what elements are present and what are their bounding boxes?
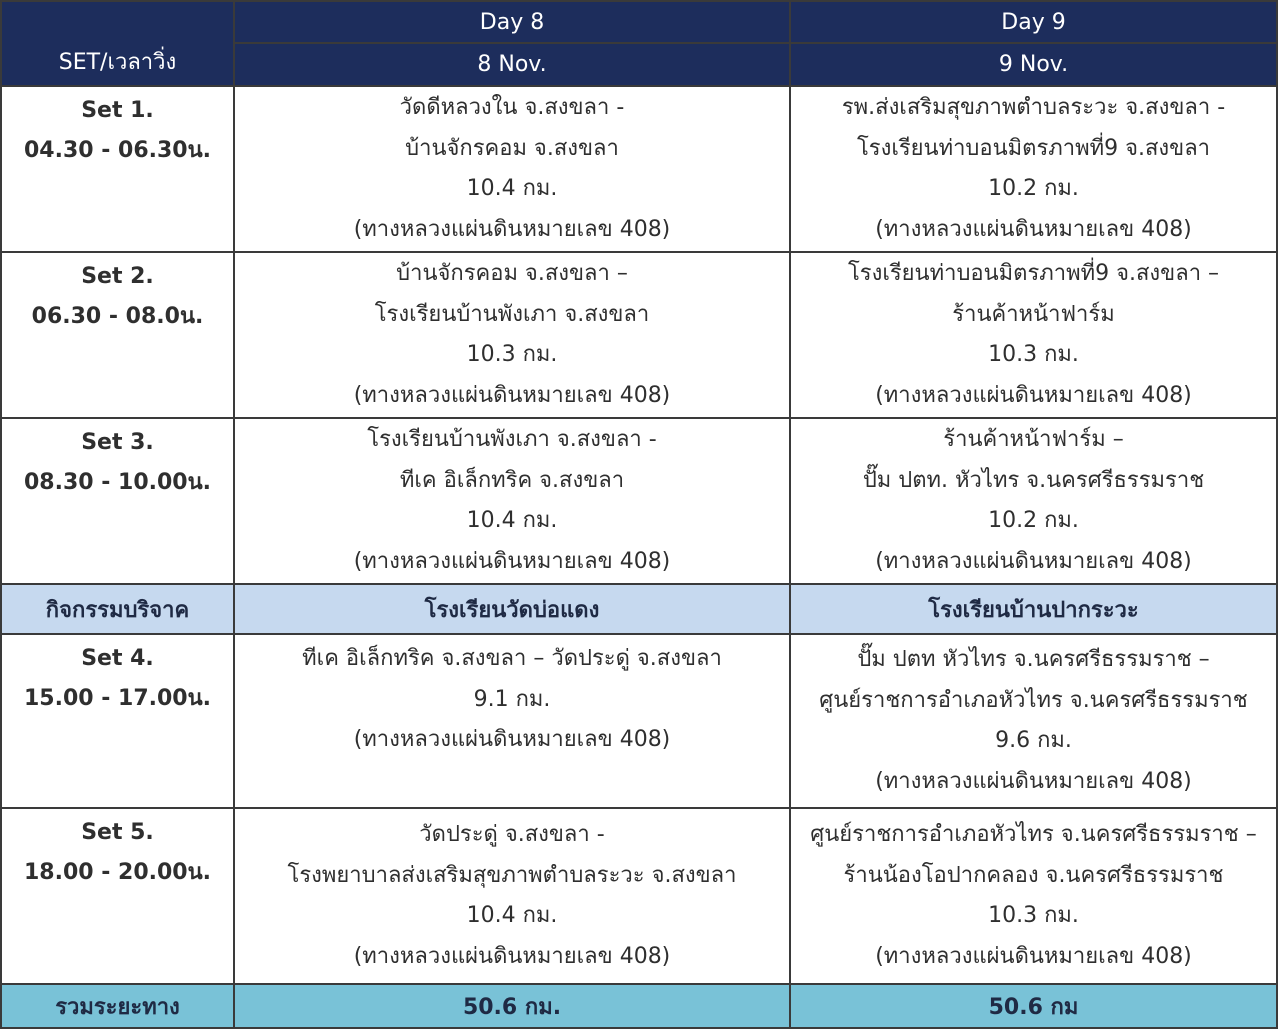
total-row xyxy=(1,984,1277,1028)
activity-row xyxy=(1,584,1277,634)
day9-route xyxy=(790,634,1277,808)
total-day8 xyxy=(234,984,790,1028)
total-label-text: รวมระยะทาง xyxy=(55,994,180,1020)
day8-route xyxy=(234,418,790,584)
set-cell xyxy=(1,808,234,984)
set-name: Set 1. xyxy=(81,98,154,123)
total-day9 xyxy=(790,984,1277,1028)
route-line: ร้านน้องโอปากคลอง จ.นครศรีธรรมราช xyxy=(843,862,1224,888)
set-name: Set 4. xyxy=(81,646,154,671)
route-distance: 10.4 กม. xyxy=(466,176,558,201)
set-name: Set 5. xyxy=(81,820,154,845)
set-time-header-label: SET/เวลาวิ่ง xyxy=(58,50,177,75)
set-time: 08.30 - 10.00น. xyxy=(23,470,212,495)
day9-route xyxy=(790,418,1277,584)
route-line: ศูนย์ราชการอำเภอหัวไทร จ.นครศรีธรรมราช xyxy=(819,687,1248,713)
route-highway: (ทางหลวงแผ่นดินหมายเลข 408) xyxy=(875,216,1192,242)
day9-route xyxy=(790,86,1277,252)
set-name: Set 2. xyxy=(81,264,154,289)
route-line: โรงเรียนบ้านพังเภา จ.สงขลา - xyxy=(367,427,657,452)
activity-day8 xyxy=(234,584,790,634)
route-line: โรงเรียนท่าบอนมิตรภาพที่9 จ.สงขลา xyxy=(856,135,1211,161)
route-line: ศูนย์ราชการอำเภอหัวไทร จ.นครศรีธรรมราช – xyxy=(810,822,1257,847)
route-highway: (ทางหลวงแผ่นดินหมายเลข 408) xyxy=(353,548,671,574)
day9-route xyxy=(790,808,1277,984)
route-highway: (ทางหลวงแผ่นดินหมายเลข 408) xyxy=(353,727,671,752)
day9-route xyxy=(790,252,1277,418)
day9-date xyxy=(790,43,1277,86)
activity-label xyxy=(1,584,234,634)
set-time: 04.30 - 06.30น. xyxy=(23,138,212,163)
set-time: 15.00 - 17.00น. xyxy=(23,686,212,711)
day8-route xyxy=(234,808,790,984)
route-distance: 9.6 กม. xyxy=(995,728,1072,753)
route-line: โรงพยาบาลส่งเสริมสุขภาพตำบลระวะ จ.สงขลา xyxy=(287,862,737,888)
set-row xyxy=(1,808,1277,984)
route-line: วัดดีหลวงใน จ.สงขลา - xyxy=(399,95,625,120)
set-time-header xyxy=(1,1,234,86)
set-name: Set 3. xyxy=(81,430,154,455)
set-time: 18.00 - 20.00น. xyxy=(23,860,212,885)
route-line: ปั๊ม ปตท หัวไทร จ.นครศรีธรรมราช – xyxy=(857,647,1210,672)
route-line: ร้านค้าหน้าฟาร์ม xyxy=(952,301,1115,327)
set-cell xyxy=(1,252,234,418)
set-cell xyxy=(1,634,234,808)
activity-day9 xyxy=(790,584,1277,634)
route-distance: 9.1 กม. xyxy=(473,686,551,712)
route-line: โรงเรียนบ้านพังเภา จ.สงขลา xyxy=(374,301,650,327)
route-distance: 10.2 กม. xyxy=(988,176,1079,201)
day9-label: Day 9 xyxy=(1001,9,1066,35)
route-distance: 10.2 กม. xyxy=(988,508,1079,533)
header-row-day xyxy=(1,1,1277,43)
route-distance: 10.3 กม. xyxy=(466,342,558,367)
total-day9-text: 50.6 กม xyxy=(988,994,1079,1020)
day9-date-label: 9 Nov. xyxy=(998,52,1069,77)
route-highway: (ทางหลวงแผ่นดินหมายเลข 408) xyxy=(875,943,1192,969)
day8-label: Day 8 xyxy=(479,9,545,35)
total-label xyxy=(1,984,234,1028)
day8-date-label: 8 Nov. xyxy=(477,52,547,77)
route-line: บ้านจักรคอม จ.สงขลา xyxy=(405,135,619,161)
route-line: บ้านจักรคอม จ.สงขลา – xyxy=(396,261,628,286)
set-row xyxy=(1,418,1277,584)
route-highway: (ทางหลวงแผ่นดินหมายเลข 408) xyxy=(875,768,1192,794)
route-line: ร้านค้าหน้าฟาร์ม – xyxy=(943,427,1124,452)
activity-label-text: กิจกรรมบริจาค xyxy=(45,597,190,623)
day8-date xyxy=(234,43,790,86)
route-highway: (ทางหลวงแผ่นดินหมายเลข 408) xyxy=(353,943,671,969)
day8-route xyxy=(234,252,790,418)
activity-day8-text: โรงเรียนวัดบ่อแดง xyxy=(424,597,600,623)
route-highway: (ทางหลวงแผ่นดินหมายเลข 408) xyxy=(875,382,1192,408)
set-row xyxy=(1,252,1277,418)
route-distance: 10.4 กม. xyxy=(466,903,558,928)
route-highway: (ทางหลวงแผ่นดินหมายเลข 408) xyxy=(353,382,671,408)
route-distance: 10.3 กม. xyxy=(988,903,1079,928)
set-row xyxy=(1,86,1277,252)
route-line: โรงเรียนท่าบอนมิตรภาพที่9 จ.สงขลา – xyxy=(847,261,1220,286)
route-line: ทีเค อิเล็กทริค จ.สงขลา – วัดประดู่ จ.สงขลา xyxy=(302,646,722,671)
day8-route xyxy=(234,634,790,808)
day9-header xyxy=(790,1,1277,43)
set-cell xyxy=(1,86,234,252)
route-line: ทีเค อิเล็กทริค จ.สงขลา xyxy=(399,467,625,493)
set-time: 06.30 - 08.0น. xyxy=(31,304,204,329)
route-line: รพ.ส่งเสริมสุขภาพตำบลระวะ จ.สงขลา - xyxy=(841,95,1226,120)
route-line: วัดประดู่ จ.สงขลา - xyxy=(419,822,605,847)
set-row xyxy=(1,634,1277,808)
day8-route xyxy=(234,86,790,252)
route-line: ปั๊ม ปตท. หัวไทร จ.นครศรีธรรมราช xyxy=(862,467,1205,493)
route-distance: 10.3 กม. xyxy=(988,342,1079,367)
route-highway: (ทางหลวงแผ่นดินหมายเลข 408) xyxy=(353,216,671,242)
total-day8-text: 50.6 กม. xyxy=(462,994,562,1020)
route-distance: 10.4 กม. xyxy=(466,508,558,533)
route-highway: (ทางหลวงแผ่นดินหมายเลข 408) xyxy=(875,548,1192,574)
activity-day9-text: โรงเรียนบ้านปากระวะ xyxy=(928,597,1139,623)
day8-header xyxy=(234,1,790,43)
set-cell xyxy=(1,418,234,584)
